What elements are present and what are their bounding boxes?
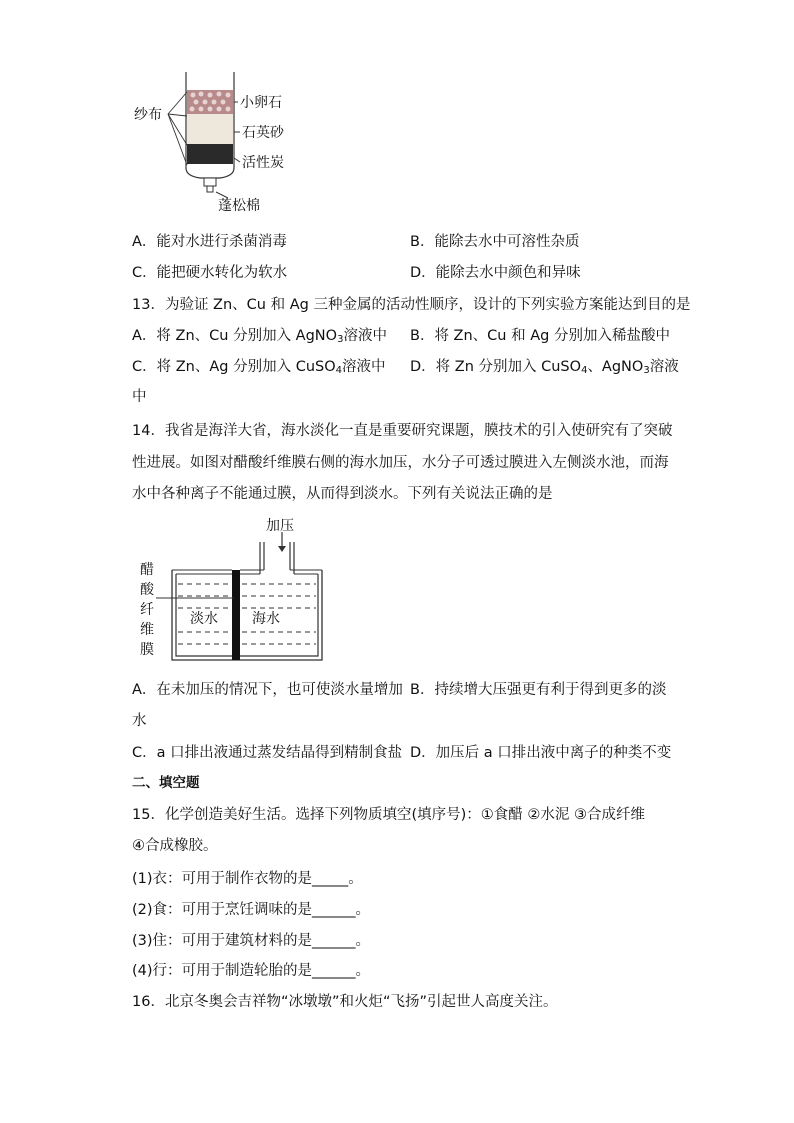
- q13-stem: 13．为验证 Zn、Cu 和 Ag 三种金属的活动性顺序，设计的下列实验方案能达到目的是: [132, 297, 691, 313]
- carbon-layer: [187, 144, 233, 164]
- q14-option-c: C．a 口排出液通过蒸发结晶得到精制食盐: [132, 745, 403, 761]
- q16-stem: 16．北京冬奥会吉祥物“冰墩墩”和火炬“飞扬”引起世人高度关注。: [132, 994, 558, 1010]
- q15-stem-wrap: ④合成橡胶。: [132, 838, 218, 854]
- q15-part-3: (3)住：可用于建筑材料的是______。: [132, 933, 371, 949]
- q13-option-c: C．将 Zn、Ag 分别加入 CuSO$_4$溶液中: [132, 359, 386, 376]
- sand-label: 石英砂: [242, 125, 284, 141]
- section-title: 二、填空题: [132, 775, 200, 791]
- membrane-label-char: 醋: [140, 562, 154, 578]
- q14-option-b-wrap: 水: [132, 713, 147, 729]
- membrane-label-char: 维: [140, 622, 154, 638]
- carbon-label: 活性炭: [242, 155, 284, 171]
- q14-stem-line2: 性进展。如图对醋酸纤维膜右侧的海水加压，水分子可透过膜进入左侧淡水池，而海: [132, 455, 669, 471]
- q14-option-a: A．在未加压的情况下，也可使淡水量增加: [132, 682, 403, 698]
- membrane-label-char: 膜: [140, 642, 154, 658]
- q13-option-d: D．将 Zn 分别加入 CuSO$_4$、AgNO$_3$溶液: [410, 359, 679, 376]
- fresh-water-label: 淡水: [190, 611, 218, 627]
- membrane-label-char: 纤: [140, 602, 154, 618]
- desalination-figure: [134, 512, 334, 664]
- membrane: [232, 570, 240, 660]
- q15-stem: 15．化学创造美好生活。选择下列物质填空(填序号)：①食醋 ②水泥 ③合成纤维: [132, 807, 645, 823]
- cotton-label: 蓬松棉: [218, 198, 260, 214]
- q12-option-a: A．能对水进行杀菌消毒: [132, 234, 287, 250]
- q15-part-2: (2)食：可用于烹饪调味的是______。: [132, 902, 371, 918]
- pebble-label: 小卵石: [240, 95, 282, 111]
- q14-option-d: D．加压后 a 口排出液中离子的种类不变: [410, 745, 672, 761]
- q12-option-b: B．能除去水中可溶性杂质: [410, 234, 580, 250]
- quartz-sand-layer: [187, 114, 233, 144]
- membrane-label-char: 酸: [140, 582, 154, 598]
- q15-part-4: (4)行：可用于制造轮胎的是______。: [132, 963, 371, 979]
- sea-water-label: 海水: [252, 611, 280, 627]
- pressure-label: 加压: [266, 518, 294, 534]
- q13-option-d-wrap: 中: [132, 389, 147, 405]
- q14-stem-line1: 14．我省是海洋大省，海水淡化一直是重要研究课题，膜技术的引入使研究有了突破: [132, 423, 673, 439]
- q15-part-1: (1)衣：可用于制作衣物的是_____。: [132, 871, 363, 887]
- q13-option-b: B．将 Zn、Cu 和 Ag 分别加入稀盐酸中: [410, 328, 670, 344]
- q14-stem-line3: 水中各种离子不能通过膜，从而得到淡水。下列有关说法正确的是: [132, 486, 553, 502]
- q14-option-b: B．持续增大压强更有利于得到更多的淡: [410, 682, 667, 698]
- gauze-label: 纱布: [134, 107, 162, 123]
- q12-option-c: C．能把硬水转化为软水: [132, 265, 288, 281]
- q12-option-d: D．能除去水中颜色和异味: [410, 265, 581, 281]
- water-filter-figure: [130, 70, 300, 218]
- q13-option-a: A．将 Zn、Cu 分别加入 AgNO$_3$溶液中: [132, 328, 387, 345]
